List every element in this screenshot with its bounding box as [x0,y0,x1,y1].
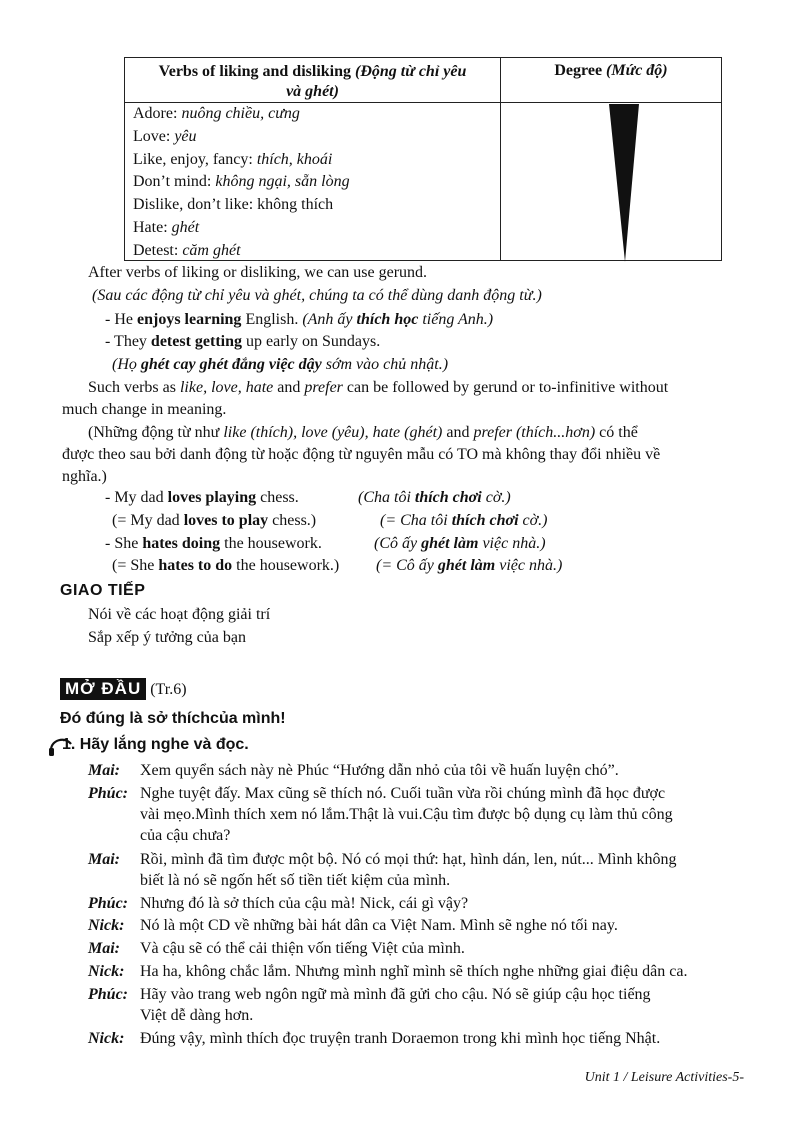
grammar-rule-2-vi: (Những động từ như like (thích), love (yêu), hate (ghét) and prefer (thích...hơn) có thể [88,424,638,441]
example-sentence: - My dad loves playing chess. [105,489,299,506]
example-sentence: - He enjoys learning English. (Anh ấy thích học tiếng Anh.) [105,311,494,328]
section-heading-mo-dau [60,678,187,700]
example-sentence-vi: (Họ ghét cay ghét đắng việc dậy sớm vào chủ nhật.) [112,356,449,373]
mo-dau-badge: MỞ ĐẦU [60,678,146,700]
example-sentence-vi: (= Cô ấy ghét làm việc nhà.) [376,557,563,574]
verbs-degree-table [124,57,722,261]
table-header-verbs: Verbs of liking and disliking (Động từ chỉ yêu và ghét) [158,63,467,100]
page-footer: Unit 1 / Leisure Activities-5- [584,1070,744,1085]
table-row: Don’t mind: không ngại, sẵn lòng [133,173,350,191]
example-sentence-vi: (= Cha tôi thích chơi cờ.) [380,512,548,529]
example-sentence: - She hates doing the housework. [105,535,322,552]
speaker-name: Mai: [88,851,120,868]
example-sentence: (= My dad loves to play chess.) [112,512,317,529]
speaker-name: Nick: [88,1030,125,1047]
speaker-name: Mai: [88,940,120,957]
speaker-name: Phúc: [88,895,128,912]
speaker-name: Mai: [88,762,120,779]
table-header-degree: Degree (Mức độ) [554,62,668,79]
list-item: Sắp xếp ý tưởng của bạn [88,629,246,646]
grammar-rule-2-vi-line2: được theo sau bởi danh động từ hoặc động từ nguyên mẫu có TO mà không thay đổi nhiều về [62,446,661,463]
degree-wedge-icon [609,104,639,262]
headphones-icon [48,734,74,758]
example-sentence-vi: (Cô ấy ghét làm việc nhà.) [374,535,546,552]
list-item: Nói về các hoạt động giải trí [88,606,271,623]
lesson-subtitle: Đó đúng là sở thíchcủa mình! [60,710,286,727]
grammar-rule-2: Such verbs as like, love, hate and prefer can be followed by gerund or to-infinitive without [88,379,669,396]
speaker-name: Nick: [88,963,125,980]
task-instruction: Hãy lắng nghe và đọc. [79,736,249,753]
page-reference: (Tr.6) [150,681,187,698]
example-sentence-vi: (Cha tôi thích chơi cờ.) [358,489,511,506]
speaker-name: Phúc: [88,986,128,1003]
table-column-divider [500,58,501,260]
grammar-rule-1: After verbs of liking or disliking, we can use gerund. [88,264,428,281]
speaker-name: Phúc: [88,785,128,802]
table-verb-list [133,103,350,263]
speaker-name: Nick: [88,917,125,934]
task-number: 1. [62,736,76,753]
example-sentence: (= She hates to do the housework.) [112,557,340,574]
table-row: Like, enjoy, fancy: thích, khoái [133,150,333,168]
table-row: Detest: căm ghét [133,241,241,259]
table-row: Love: yêu [133,127,197,145]
table-row: Hate: ghét [133,218,200,236]
grammar-rule-1-vi: (Sau các động từ chỉ yêu và ghét, chúng ta có thể dùng danh động từ.) [92,287,542,304]
grammar-rule-2-line2: much change in meaning. [62,401,227,418]
section-heading-giao-tiep: GIAO TIẾP [60,582,146,599]
example-sentence: - They detest getting up early on Sundays. [105,333,381,350]
table-row: Dislike, don’t like: không thích [133,196,334,214]
task-1 [58,736,249,754]
grammar-rule-2-vi-line3: nghĩa.) [62,468,107,485]
table-row: Adore: nuông chiều, cưng [133,105,300,122]
